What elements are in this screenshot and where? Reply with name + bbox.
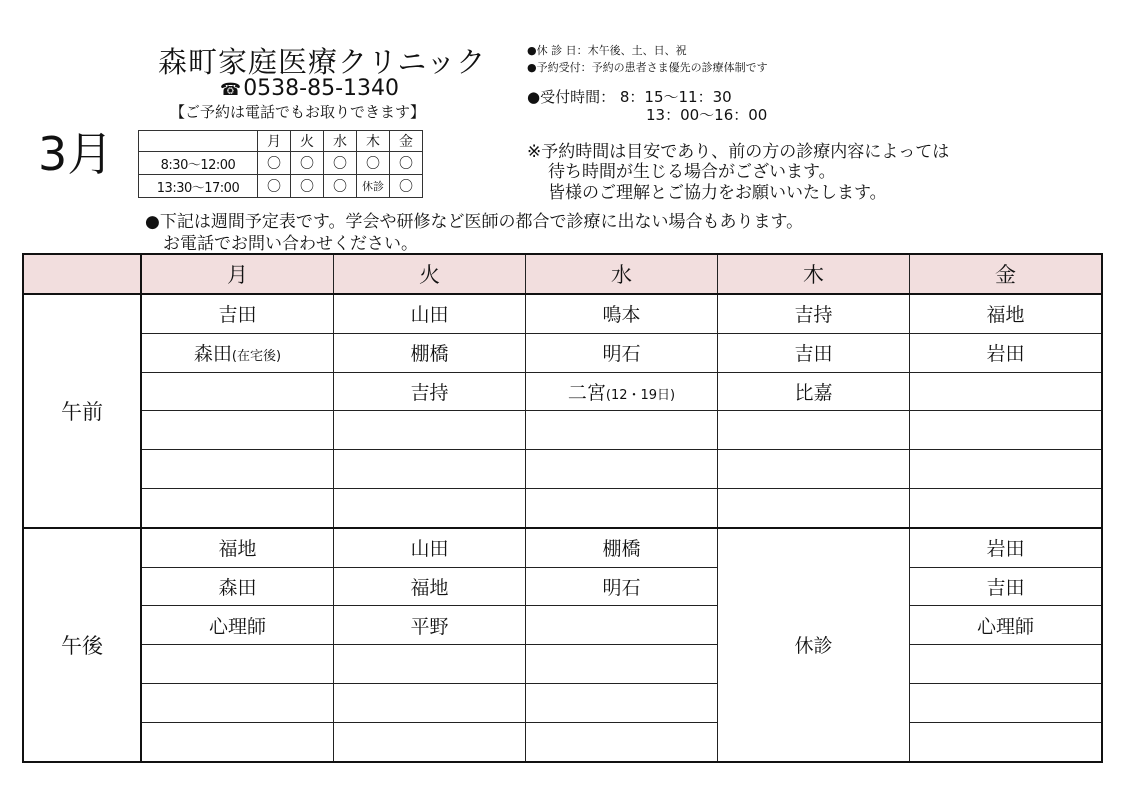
mini-time-pm: 13:30～17:00 (139, 175, 258, 198)
doctor-slot: 福地 (910, 294, 1103, 333)
doctor-slot (334, 411, 526, 450)
mini-cell: 〇 (324, 152, 357, 175)
doctor-slot (526, 606, 718, 645)
telephone-icon: ☎ (220, 80, 242, 100)
doctor-slot (334, 488, 526, 527)
doctor-slot: 心理師 (910, 606, 1103, 645)
mini-cell: 〇 (357, 152, 390, 175)
doctor-slot (334, 450, 526, 489)
doctor-slot: 山田 (334, 528, 526, 567)
doctor-slot: 福地 (141, 528, 334, 567)
doctor-slot: 吉持 (718, 294, 910, 333)
schedule-notice-line1: ●下記は週間予定表です。学会や研修など医師の都合で診療に出ない場合もあります。 (145, 212, 804, 232)
mini-schedule-table (138, 130, 423, 198)
doctor-slot (141, 645, 334, 684)
month-title: 3月 (38, 127, 114, 181)
mini-time-am: 8:30～12:00 (139, 152, 258, 175)
day-header-wed: 水 (526, 254, 718, 294)
mini-cell: 〇 (258, 152, 291, 175)
period-am: 午前 (23, 294, 141, 528)
mini-day-header: 月 (258, 131, 291, 152)
doctor-slot: 福地 (334, 567, 526, 606)
doctor-slot: 吉田 (910, 567, 1103, 606)
doctor-slot: 心理師 (141, 606, 334, 645)
day-header-tue: 火 (334, 254, 526, 294)
weekly-schedule-table (22, 253, 1103, 763)
clinic-name: 森町家庭医療クリニック (158, 45, 487, 79)
doctor-slot (910, 645, 1103, 684)
doctor-slot (526, 488, 718, 527)
doctor-slot: 比嘉 (718, 372, 910, 411)
doctor-slot (334, 683, 526, 722)
mini-cell: 〇 (258, 175, 291, 198)
doctor-slot (334, 722, 526, 761)
period-pm: 午後 (23, 528, 141, 762)
doctor-slot: 鳴本 (526, 294, 718, 333)
doctor-slot (718, 488, 910, 527)
doctor-note: (12・19日) (605, 387, 676, 403)
mini-cell: 〇 (291, 175, 324, 198)
doctor-slot (141, 333, 334, 372)
doctor-slot (526, 450, 718, 489)
doctor-slot: 棚橋 (334, 333, 526, 372)
doctor-slot (526, 645, 718, 684)
day-header-fri: 金 (910, 254, 1103, 294)
doctor-slot: 平野 (334, 606, 526, 645)
doctor-slot (141, 372, 334, 411)
doctor-slot (910, 372, 1103, 411)
table-corner (23, 254, 141, 294)
doctor-slot (718, 450, 910, 489)
doctor-slot (526, 411, 718, 450)
doctor-slot: 山田 (334, 294, 526, 333)
mini-cell: 〇 (390, 152, 423, 175)
mini-day-header: 金 (390, 131, 423, 152)
doctor-slot (141, 411, 334, 450)
doctor-slot (526, 722, 718, 761)
mini-corner (139, 131, 258, 152)
doctor-note: (在宅後) (231, 349, 282, 365)
doctor-slot (910, 450, 1103, 489)
doctor-slot: 明石 (526, 333, 718, 372)
wait-note-line1: ※予約時間は目安であり、前の方の診療内容によっては (527, 142, 950, 162)
doctor-slot: 吉持 (334, 372, 526, 411)
doctor-slot (141, 722, 334, 761)
doctor-slot (334, 645, 526, 684)
mini-cell-closed: 休診 (357, 175, 390, 198)
reception-am: 8：15～11：30 (619, 88, 732, 106)
doctor-slot (718, 411, 910, 450)
doctor-slot (526, 683, 718, 722)
doctor-slot (526, 372, 718, 411)
doctor-slot (141, 488, 334, 527)
reservation-info: ●予約受付：予約の患者さま優先の診療体制です (527, 61, 768, 74)
doctor-slot: 森田 (141, 567, 334, 606)
doctor-slot (910, 488, 1103, 527)
wait-note-line3: 皆様のご理解とご協力をお願いいたします。 (548, 183, 887, 203)
mini-cell: 〇 (390, 175, 423, 198)
mini-day-header: 木 (357, 131, 390, 152)
schedule-notice-line2: お電話でお問い合わせください。 (163, 234, 418, 254)
reception-label: ●受付時間： (527, 88, 616, 106)
doctor-slot: 吉田 (718, 333, 910, 372)
reception-pm: 13：00～16：00 (646, 106, 768, 124)
reservation-note: 【ご予約は電話でもお取りできます】 (170, 103, 426, 121)
mini-cell: 〇 (291, 152, 324, 175)
day-header-thu: 木 (718, 254, 910, 294)
clinic-phone (220, 76, 399, 101)
mini-day-header: 火 (291, 131, 324, 152)
holiday-info: ●休 診 日：木午後、土、日、祝 (527, 44, 687, 57)
doctor-slot: 棚橋 (526, 528, 718, 567)
mini-day-header: 水 (324, 131, 357, 152)
doctor-slot (141, 683, 334, 722)
wait-note-line2: 待ち時間が生じる場合がございます。 (548, 162, 836, 182)
doctor-slot: 明石 (526, 567, 718, 606)
doctor-name: 二宮 (567, 381, 606, 404)
phone-number: 0538-85-1340 (243, 76, 400, 101)
doctor-name: 森田 (193, 343, 232, 366)
doctor-slot (910, 683, 1103, 722)
doctor-slot: 吉田 (141, 294, 334, 333)
doctor-slot: 岩田 (910, 528, 1103, 567)
mini-cell: 〇 (324, 175, 357, 198)
doctor-slot (910, 722, 1103, 761)
doctor-slot: 岩田 (910, 333, 1103, 372)
doctor-slot (141, 450, 334, 489)
day-header-mon: 月 (141, 254, 334, 294)
thursday-closed: 休診 (718, 528, 910, 762)
doctor-slot (910, 411, 1103, 450)
